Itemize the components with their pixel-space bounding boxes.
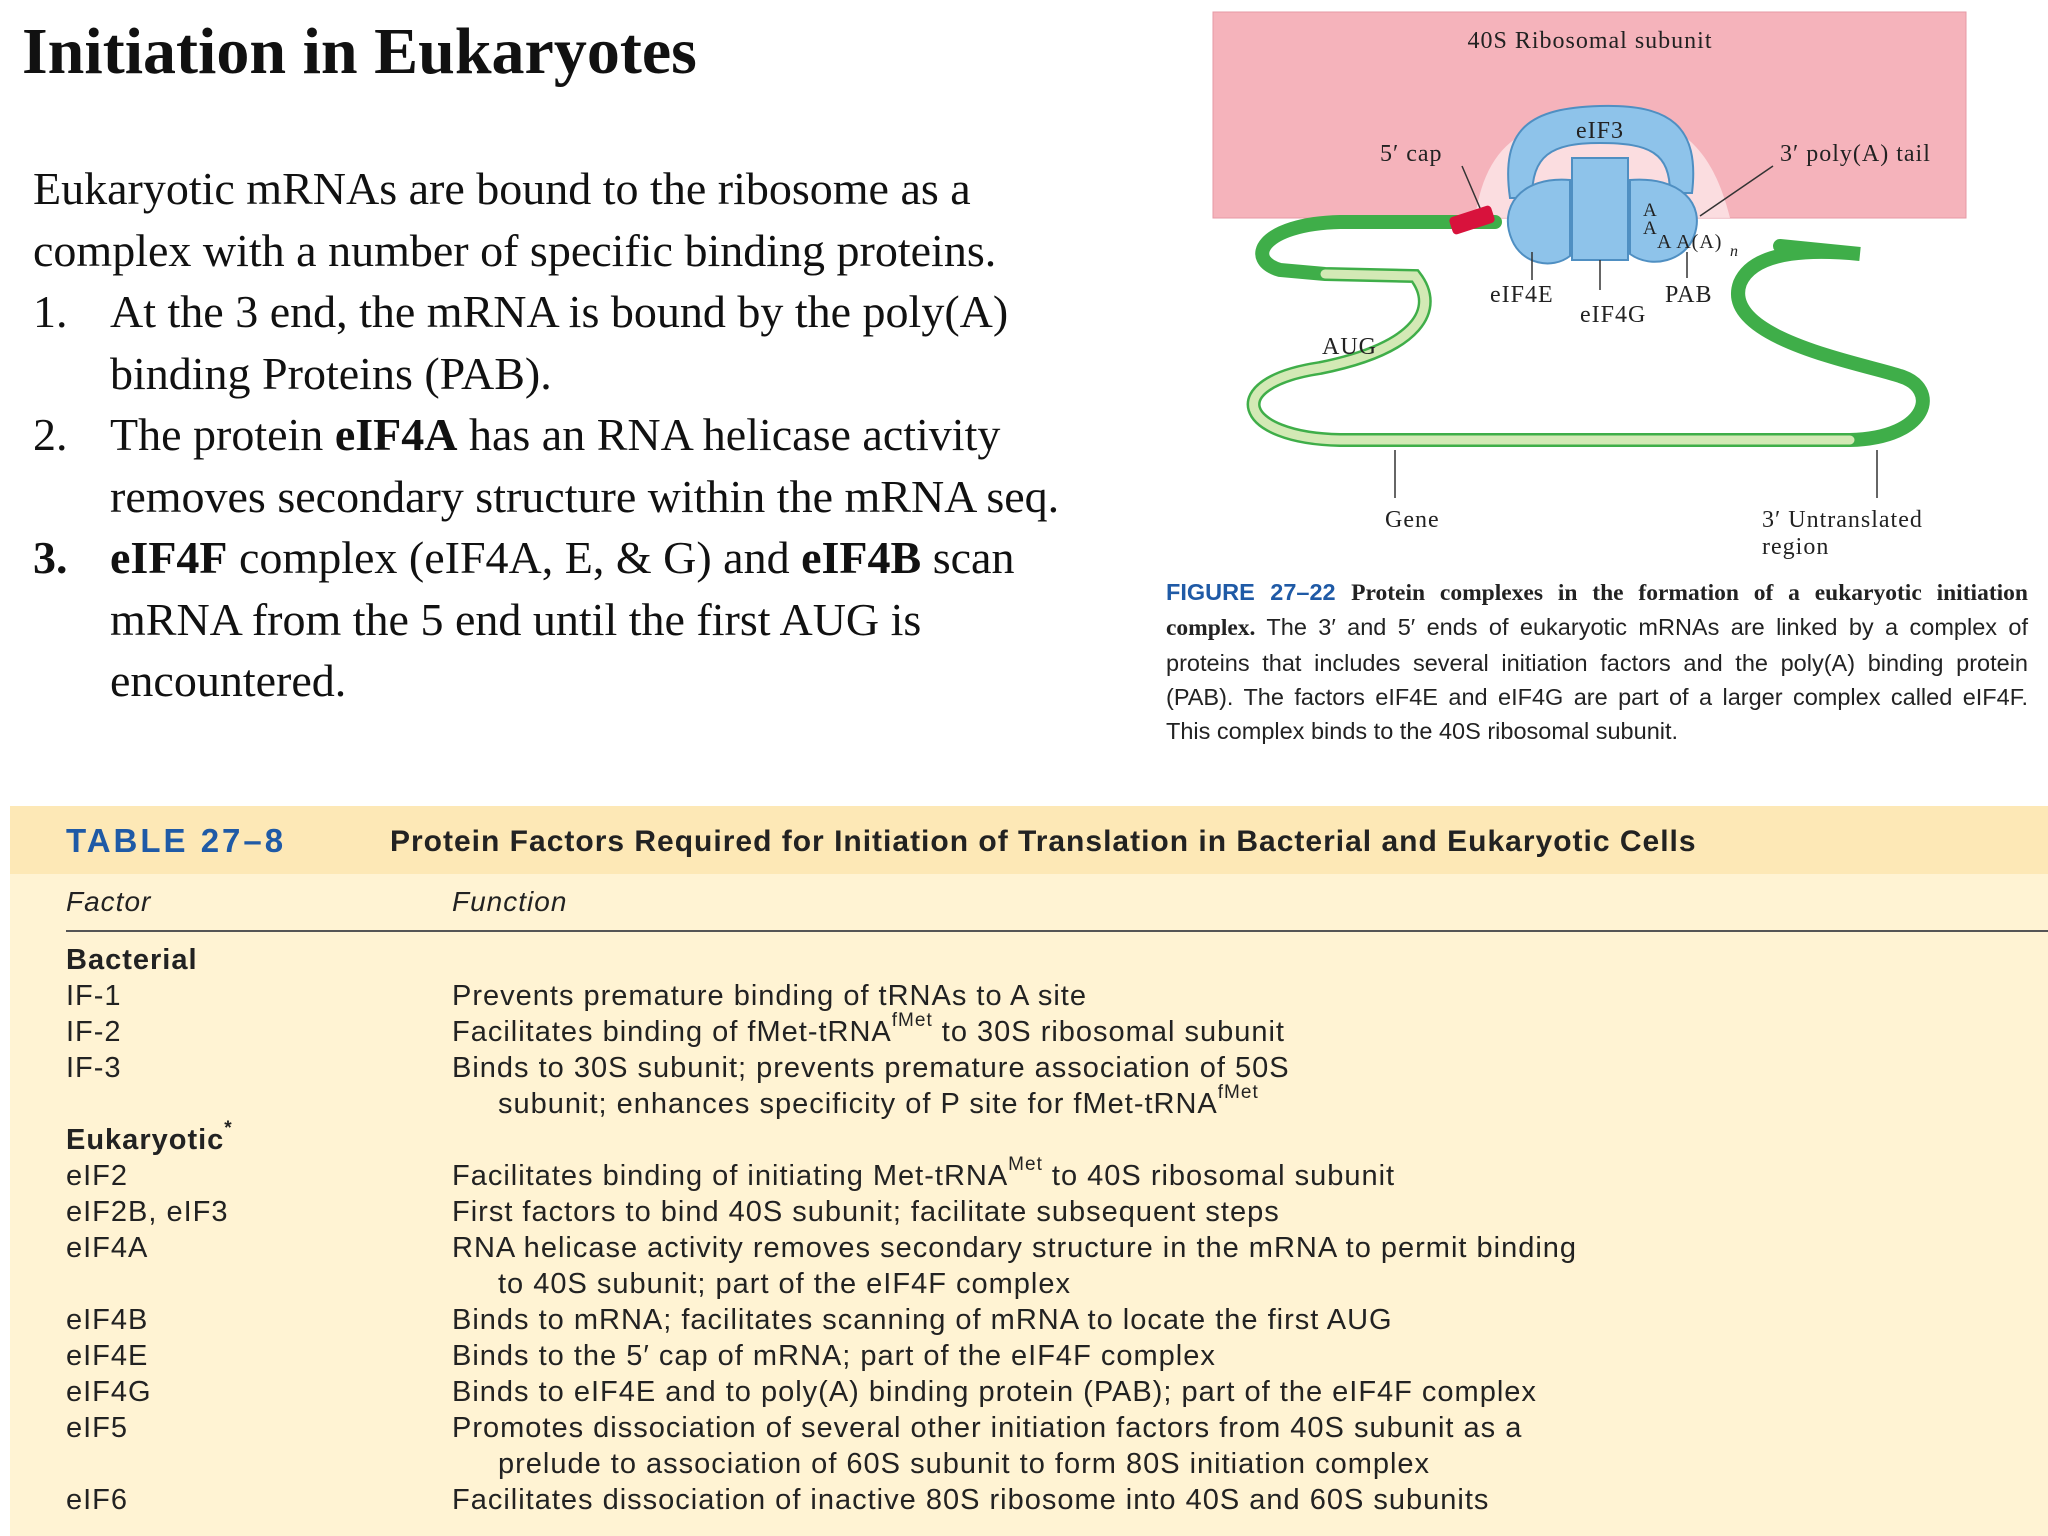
row-factor: eIF4B — [66, 1304, 149, 1336]
eukaryotic-footnote-mark: * — [224, 1118, 233, 1139]
row-function-cont-text: subunit; enhances specificity of P site for fMet-tRNA — [498, 1088, 1218, 1120]
row-function: Binds to the 5′ cap of mRNA; part of the eIF4F complex — [452, 1340, 1216, 1372]
point-3-mid: complex (eIF4A, E, & G) and — [227, 532, 802, 583]
point-1-number: 1. — [33, 286, 68, 337]
figure-caption-bold: Protein complexes in the formation of a eukaryotic initiation complex. — [1166, 580, 2028, 642]
row-function: Binds to 30S subunit; prevents premature association of 50S — [452, 1052, 1290, 1084]
point-1-text: At the 3 end, the mRNA is bound by the poly(A) binding Proteins (PAB). — [110, 286, 1009, 399]
eif3-label: eIF3 — [1576, 118, 1624, 144]
point-3 — [33, 527, 1123, 712]
point-2-number: 2. — [33, 409, 68, 460]
row-function: Promotes dissociation of several other initiation factors from 40S subunit as a — [452, 1412, 1523, 1444]
point-2-bold: eIF4A — [334, 409, 458, 460]
row-factor: eIF4G — [66, 1376, 152, 1408]
point-3-bold-1: eIF4F — [110, 532, 228, 583]
slide-title: Initiation in Eukaryotes — [22, 15, 697, 88]
row-function: Binds to eIF4E and to poly(A) binding protein (PAB); part of the eIF4F complex — [452, 1376, 1537, 1408]
figure-caption-text: The 3′ and 5′ ends of eukaryotic mRNAs are linked by a complex of proteins that includes several initiation factors and the poly(A) binding protein (PAB). The factors eIF4E and eIF4G are part of a larger complex called eIF4F. This complex binds to the 40S ribosomal subunit. — [1166, 614, 2028, 745]
group-heading-bacterial — [66, 944, 198, 980]
row-factor: eIF4A — [66, 1232, 149, 1264]
point-3-number: 3. — [33, 532, 68, 583]
row-factor: IF-3 — [66, 1052, 122, 1084]
row-function: Binds to mRNA; facilitates scanning of mRNA to locate the first AUG — [452, 1304, 1393, 1336]
row-function-cont-sup: fMet — [1217, 1082, 1259, 1103]
table-row — [66, 1340, 1216, 1376]
row-function-continuation — [498, 1082, 1259, 1121]
row-factor: IF-1 — [66, 980, 122, 1012]
utr-label-line-1: 3′ Untranslated — [1762, 507, 1923, 533]
table-header-bar — [10, 806, 2048, 874]
row-factor: eIF4E — [66, 1340, 149, 1372]
row-function — [452, 1154, 1396, 1193]
row-function-sup: fMet — [891, 1010, 933, 1031]
table-row — [66, 1010, 1285, 1052]
row-factor: eIF5 — [66, 1412, 129, 1444]
row-function: Prevents premature binding of tRNAs to A site — [452, 980, 1087, 1012]
aaa-label: A A(A) — [1657, 231, 1723, 253]
eif4e-label: eIF4E — [1490, 282, 1554, 308]
gene-label: Gene — [1385, 507, 1440, 533]
row-factor: eIF6 — [66, 1484, 129, 1516]
row-function-sup: Met — [1008, 1154, 1043, 1175]
eif4g-label: eIF4G — [1580, 302, 1647, 328]
table-row — [66, 1304, 1393, 1340]
row-function-continuation: prelude to association of 60S subunit to form 80S initiation complex — [498, 1448, 1431, 1480]
row-factor: eIF2B, eIF3 — [66, 1196, 229, 1228]
utr-label-line-2: region — [1762, 534, 1830, 560]
points-list — [33, 281, 1123, 712]
table-row — [66, 1052, 1290, 1088]
figure-number: FIGURE 27–22 — [1166, 579, 1336, 605]
row-function-tail: to 40S ribosomal subunit — [1042, 1160, 1396, 1192]
row-function — [452, 1010, 1285, 1049]
intro-paragraph: Eukaryotic mRNAs are bound to the ribosome as a complex with a number of specific binding proteins. — [33, 163, 997, 276]
bacterial-heading: Bacterial — [66, 944, 198, 976]
table-number: TABLE 27–8 — [66, 822, 287, 859]
eif4g-protein — [1572, 158, 1628, 260]
n-subscript: n — [1730, 243, 1739, 260]
table-row — [66, 1154, 1396, 1196]
figure-caption — [1166, 575, 2028, 748]
polya-label: 3′ poly(A) tail — [1780, 141, 1931, 167]
figure-drawing — [1200, 8, 2048, 568]
point-1 — [33, 281, 1123, 404]
point-3-bold-2: eIF4B — [801, 532, 922, 583]
initiation-complex-figure — [1200, 8, 2048, 568]
table-row — [66, 1412, 1523, 1448]
row-function-text: Facilitates binding of initiating Met-tRNA — [452, 1160, 1009, 1192]
row-function: Facilitates dissociation of inactive 80S ribosome into 40S and 60S subunits — [452, 1484, 1490, 1516]
aug-label: AUG — [1322, 334, 1377, 360]
table-row — [66, 1484, 1490, 1520]
a-label-1: A — [1643, 200, 1658, 221]
row-factor: eIF2 — [66, 1160, 129, 1192]
subunit-label: 40S Ribosomal subunit — [1467, 28, 1713, 54]
header-divider — [66, 930, 2048, 932]
point-2-post: has an RNA helicase activity removes secondary structure within the mRNA seq. — [110, 409, 1060, 522]
row-factor: IF-2 — [66, 1016, 122, 1048]
table-caption: Protein Factors Required for Initiation of Translation in Bacterial and Eukaryotic Cells — [390, 825, 1697, 858]
point-3-post: scan mRNA from the 5 end until the first AUG is encountered. — [110, 532, 1015, 706]
row-function-text: Facilitates binding of fMet-tRNA — [452, 1016, 892, 1048]
table-row — [66, 980, 1087, 1016]
column-header-factor: Factor — [66, 886, 152, 917]
slide-body — [33, 158, 1123, 712]
a-label-2: A — [1643, 218, 1658, 239]
row-function-continuation: to 40S subunit; part of the eIF4F complex — [498, 1268, 1071, 1300]
column-header-function: Function — [452, 886, 568, 917]
factors-table — [10, 806, 2048, 1536]
row-function: RNA helicase activity removes secondary structure in the mRNA to permit binding — [452, 1232, 1578, 1264]
row-function: First factors to bind 40S subunit; facilitate subsequent steps — [452, 1196, 1280, 1228]
table-row — [66, 1376, 1537, 1412]
row-function-tail: to 30S ribosomal subunit — [932, 1016, 1285, 1048]
eukaryotic-heading: Eukaryotic — [66, 1124, 225, 1156]
pab-label: PAB — [1665, 282, 1713, 308]
table-row — [66, 1232, 1578, 1268]
group-heading-eukaryotic — [66, 1118, 233, 1160]
table-row — [66, 1196, 1280, 1232]
point-2 — [33, 404, 1123, 527]
cap-label: 5′ cap — [1380, 141, 1443, 167]
point-2-pre: The protein — [110, 409, 335, 460]
